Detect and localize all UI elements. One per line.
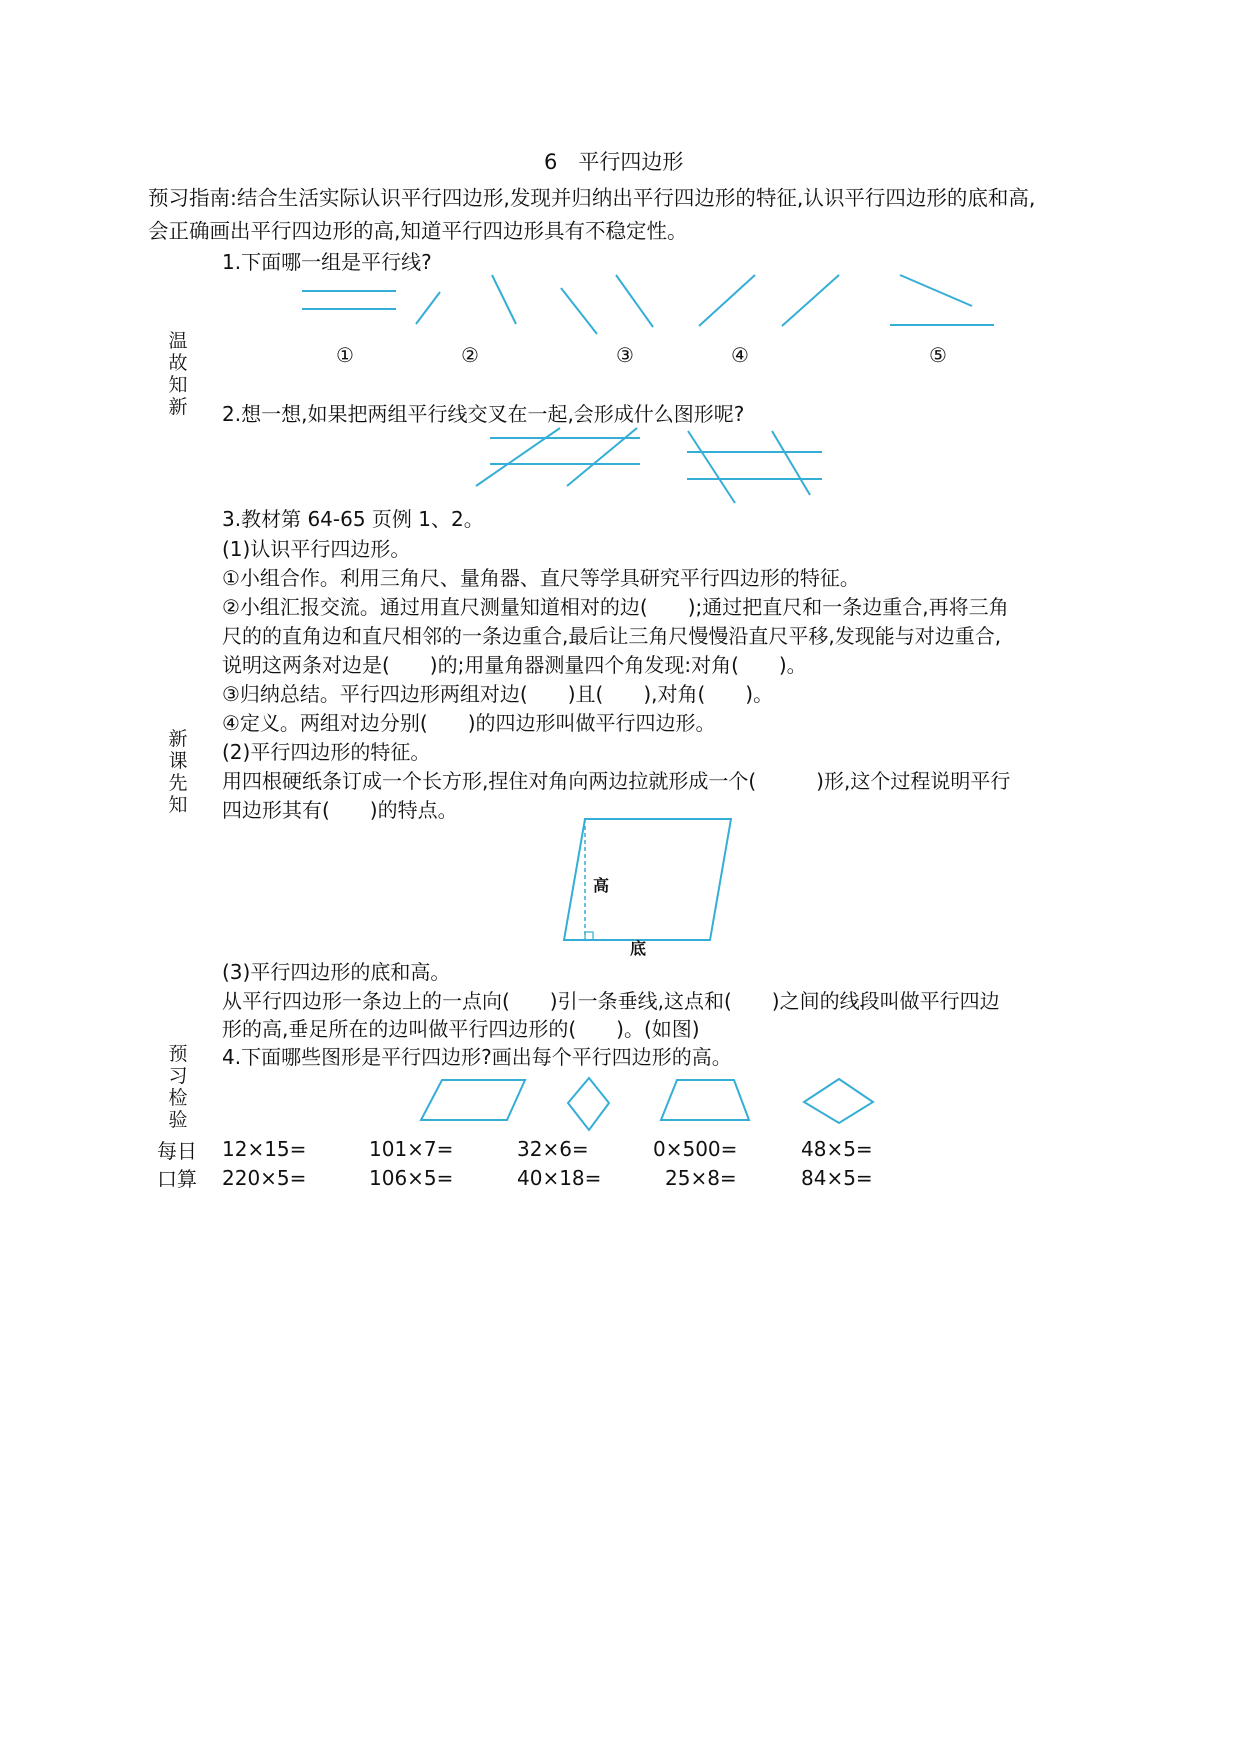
- shape-trapezoid: [661, 1080, 749, 1120]
- section-label-new-lesson: 新 课 先 知: [168, 728, 188, 816]
- cross-figure-left: [476, 428, 640, 486]
- base-label: 底: [630, 939, 647, 958]
- cross-figure-right: [687, 431, 822, 503]
- q3-line-4: ②小组汇报交流。通过用直尺测量知道相对的边( );通过把直尺和一条边重合,再将三角: [222, 595, 1009, 619]
- section-label-preview-check: 预 习 检 验: [168, 1043, 188, 1131]
- crossed-parallel-lines-figure: [0, 425, 1241, 515]
- calc-1-5: 48×5=: [801, 1137, 873, 1161]
- calc-1-1: 12×15=: [222, 1137, 307, 1161]
- q3-line-9: (2)平行四边形的特征。: [222, 740, 431, 764]
- section-label-daily-calc: 每日 口算: [157, 1139, 197, 1191]
- calc-2-1: 220×5=: [222, 1166, 307, 1190]
- parallelogram-height-base-figure: [0, 815, 1241, 965]
- q3-line-5: 尺的的直角边和直尺相邻的一条边重合,最后让三角尺慢慢沿直尺平移,发现能与对边重合,: [222, 624, 1002, 648]
- preview-guide-line-1: 预习指南:结合生活实际认识平行四边形,发现并归纳出平行四边形的特征,认识平行四边形的底和高,: [148, 186, 1036, 210]
- calc-1-4: 0×500=: [653, 1137, 738, 1161]
- q3-part3-line-3: 形的高,垂足所在的边叫做平行四边形的( )。(如图): [222, 1017, 700, 1041]
- question-4-text: 4.下面哪些图形是平行四边形?画出每个平行四边形的高。: [222, 1045, 732, 1069]
- calc-2-4: 25×8=: [665, 1166, 737, 1190]
- q3-line-3: ①小组合作。利用三角尺、量角器、直尺等学具研究平行四边形的特征。: [222, 566, 860, 590]
- option-2-lines: [416, 275, 516, 324]
- q3-line-1: 3.教材第 64-65 页例 1、2。: [222, 507, 484, 531]
- question-1-text: 1.下面哪一组是平行线?: [222, 250, 432, 274]
- q3-part3-line-2: 从平行四边形一条边上的一点向( )引一条垂线,这点和( )之间的线段叫做平行四边: [222, 989, 1000, 1013]
- option-3-lines: [561, 275, 653, 334]
- question-2-text: 2.想一想,如果把两组平行线交叉在一起,会形成什么图形呢?: [222, 402, 745, 426]
- option-5-lines: [890, 275, 994, 325]
- calc-1-2: 101×7=: [369, 1137, 454, 1161]
- q3-line-2: (1)认识平行四边形。: [222, 537, 411, 561]
- option-4-lines: [699, 275, 839, 326]
- option-1-label: ①: [336, 343, 354, 367]
- option-3-label: ③: [616, 343, 634, 367]
- q3-line-7: ③归纳总结。平行四边形两组对边( )且( ),对角( )。: [222, 682, 774, 706]
- parallel-lines-options: [0, 270, 1241, 400]
- calc-1-3: 32×6=: [517, 1137, 589, 1161]
- option-1-lines: [302, 291, 396, 309]
- preview-guide-line-2: 会正确画出平行四边形的高,知道平行四边形具有不稳定性。: [148, 219, 688, 243]
- height-label: 高: [593, 876, 610, 895]
- section-label-review: 温 故 知 新: [168, 330, 188, 418]
- q3-line-8: ④定义。两组对边分别( )的四边形叫做平行四边形。: [222, 711, 716, 735]
- q3-line-6: 说明这两条对边是( )的;用量角器测量四个角发现:对角( )。: [222, 653, 807, 677]
- calc-2-5: 84×5=: [801, 1166, 873, 1190]
- calc-2-2: 106×5=: [369, 1166, 454, 1190]
- shape-rhombus-horizontal: [804, 1079, 873, 1123]
- option-5-label: ⑤: [929, 343, 947, 367]
- calc-2-3: 40×18=: [517, 1166, 602, 1190]
- shape-rhombus-vertical: [568, 1078, 609, 1130]
- quadrilateral-shapes: [0, 1075, 1241, 1135]
- q3-line-10: 用四根硬纸条订成一个长方形,捏住对角向两边拉就形成一个( )形,这个过程说明平行: [222, 769, 1011, 793]
- option-4-label: ④: [731, 343, 749, 367]
- page-title: 6 平行四边形: [544, 150, 684, 174]
- shape-parallelogram: [421, 1080, 525, 1120]
- option-2-label: ②: [461, 343, 479, 367]
- q3-part3-line-1: (3)平行四边形的底和高。: [222, 960, 451, 984]
- q3-line-11: 四边形其有( )的特点。: [222, 798, 458, 822]
